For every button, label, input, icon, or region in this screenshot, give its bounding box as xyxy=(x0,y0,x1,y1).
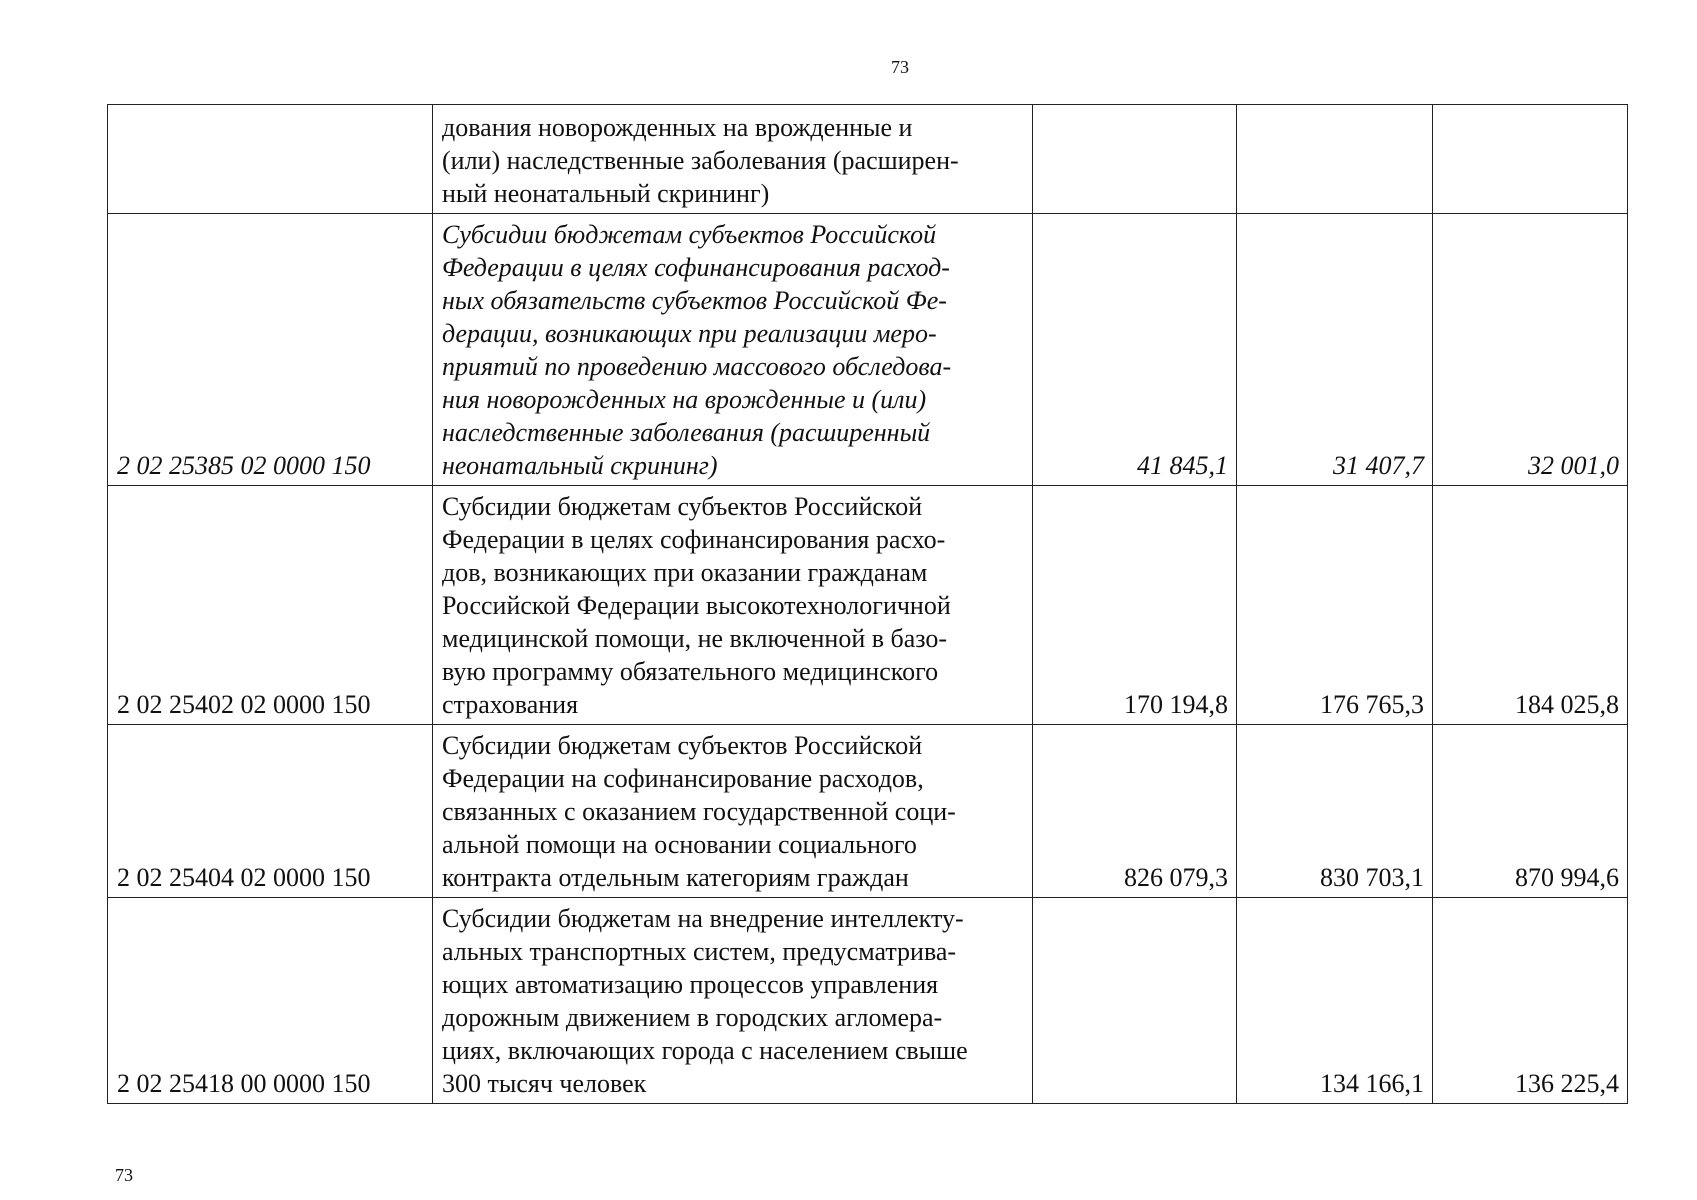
description-line: контракта отдельным категориям граждан xyxy=(442,863,909,892)
description-line: Федерации в целях софинансирования расход- xyxy=(442,253,950,282)
description-cell xyxy=(433,486,1033,725)
amount-cell-3: 32 001,0 xyxy=(1433,214,1628,486)
description-line: альных транспортных систем, предусматрива- xyxy=(442,937,957,966)
budget-code-cell xyxy=(108,105,433,214)
description-line: ния новорожденных на врожденные и (или) xyxy=(442,385,927,414)
budget-code-cell: 2 02 25418 00 0000 150 xyxy=(108,898,433,1104)
description-line: Субсидии бюджетам на внедрение интеллекту- xyxy=(442,904,964,933)
description-line: связанных с оказанием государственной соци- xyxy=(442,797,956,826)
page-number-top: 73 xyxy=(891,57,909,77)
description-cell xyxy=(433,898,1033,1104)
description-line: дерации, возникающих при реализации меро- xyxy=(442,319,937,348)
description-line: циях, включающих города с населением свыше xyxy=(442,1036,968,1065)
amount-cell-1: 826 079,3 xyxy=(1033,725,1237,898)
budget-table xyxy=(107,104,1628,1104)
description-line: дования новорожденных на врожденные и xyxy=(442,113,913,142)
amount-cell-2: 134 166,1 xyxy=(1237,898,1433,1104)
table-row xyxy=(108,898,1628,1104)
description-line: ный неонатальный скрининг) xyxy=(442,179,770,208)
description-line: (или) наследственные заболевания (расширен- xyxy=(442,146,959,175)
amount-cell-1: 170 194,8 xyxy=(1033,486,1237,725)
description-line: 300 тысяч человек xyxy=(442,1069,647,1098)
amount-cell-2: 830 703,1 xyxy=(1237,725,1433,898)
description-line: приятий по проведению массового обследова- xyxy=(442,352,952,381)
amount-cell-1: 41 845,1 xyxy=(1033,214,1237,486)
description-line: дорожным движением в городских агломера- xyxy=(442,1003,943,1032)
description-line: Субсидии бюджетам субъектов Российской xyxy=(442,492,923,521)
table-row xyxy=(108,105,1628,214)
table-row xyxy=(108,486,1628,725)
description-line: неонатальный скрининг) xyxy=(442,451,718,480)
amount-cell-2: 176 765,3 xyxy=(1237,486,1433,725)
amount-cell-1 xyxy=(1033,105,1237,214)
amount-cell-2: 31 407,7 xyxy=(1237,214,1433,486)
description-line: страхования xyxy=(442,690,579,719)
description-cell xyxy=(433,105,1033,214)
budget-code-cell: 2 02 25404 02 0000 150 xyxy=(108,725,433,898)
amount-cell-3 xyxy=(1433,105,1628,214)
description-line: дов, возникающих при оказании гражданам xyxy=(442,558,928,587)
description-cell xyxy=(433,725,1033,898)
description-line: ющих автоматизацию процессов управления xyxy=(442,970,939,999)
description-line: вую программу обязательного медицинского xyxy=(442,657,939,686)
description-line: Субсидии бюджетам субъектов Российской xyxy=(442,731,923,760)
description-line: медицинской помощи, не включенной в базо- xyxy=(442,624,948,653)
table-row xyxy=(108,725,1628,898)
description-line: наследственные заболевания (расширенный xyxy=(442,418,931,447)
budget-code-cell: 2 02 25402 02 0000 150 xyxy=(108,486,433,725)
budget-code-cell: 2 02 25385 02 0000 150 xyxy=(108,214,433,486)
description-cell xyxy=(433,214,1033,486)
page-number-bottom: 73 xyxy=(115,1165,133,1185)
description-line: ных обязательств субъектов Российской Фе- xyxy=(442,286,947,315)
amount-cell-2 xyxy=(1237,105,1433,214)
description-line: Субсидии бюджетам субъектов Российской xyxy=(442,220,937,249)
amount-cell-3: 136 225,4 xyxy=(1433,898,1628,1104)
description-line: Федерации в целях софинансирования расхо- xyxy=(442,525,946,554)
amount-cell-1 xyxy=(1033,898,1237,1104)
description-line: Федерации на софинансирование расходов, xyxy=(442,764,924,793)
description-line: альной помощи на основании социального xyxy=(442,830,917,859)
amount-cell-3: 184 025,8 xyxy=(1433,486,1628,725)
table-row xyxy=(108,214,1628,486)
description-line: Российской Федерации высокотехнологичной xyxy=(442,591,951,620)
amount-cell-3: 870 994,6 xyxy=(1433,725,1628,898)
